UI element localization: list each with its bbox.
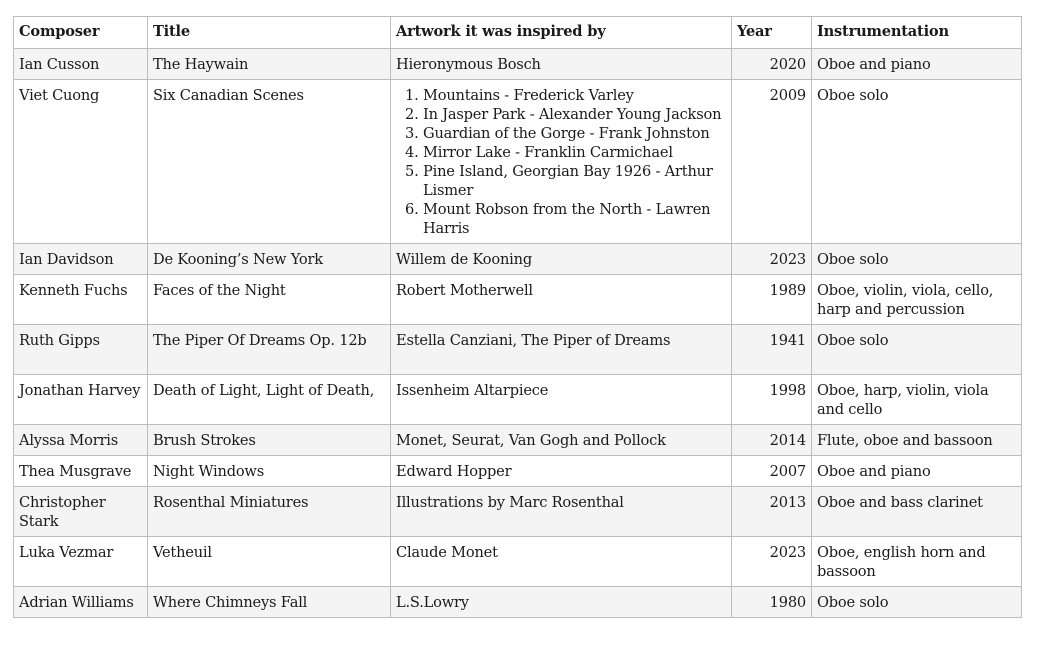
artwork-list-item: 2. In Jasper Park - Alexander Young Jackson	[423, 105, 726, 124]
cell-composer: Christopher Stark	[14, 487, 148, 537]
cell-instrumentation: Oboe and piano	[812, 49, 1022, 80]
works-table	[13, 16, 1022, 618]
cell-composer: Ruth Gipps	[14, 325, 148, 375]
artwork-list-item: 6. Mount Robson from the North - Lawren Harris	[423, 200, 726, 238]
cell-artwork: Willem de Kooning	[391, 244, 732, 275]
table-row	[14, 244, 1022, 275]
cell-title: Death of Light, Light of Death,	[148, 375, 391, 425]
cell-composer: Jonathan Harvey	[14, 375, 148, 425]
cell-composer: Viet Cuong	[14, 80, 148, 244]
cell-year: 2023	[732, 244, 812, 275]
cell-artwork: Illustrations by Marc Rosenthal	[391, 487, 732, 537]
cell-instrumentation: Oboe and bass clarinet	[812, 487, 1022, 537]
cell-title: The Piper Of Dreams Op. 12b	[148, 325, 391, 375]
header-row	[14, 17, 1022, 49]
cell-composer: Kenneth Fuchs	[14, 275, 148, 325]
cell-artwork: L.S.Lowry	[391, 587, 732, 618]
table-row	[14, 456, 1022, 487]
cell-artwork	[391, 80, 732, 244]
cell-artwork: Issenheim Altarpiece	[391, 375, 732, 425]
cell-year: 1998	[732, 375, 812, 425]
header-year: Year	[732, 17, 812, 49]
cell-composer: Ian Davidson	[14, 244, 148, 275]
table-row	[14, 49, 1022, 80]
cell-instrumentation: Flute, oboe and bassoon	[812, 425, 1022, 456]
cell-title: Night Windows	[148, 456, 391, 487]
artwork-list-item: 3. Guardian of the Gorge - Frank Johnston	[423, 124, 726, 143]
cell-artwork: Monet, Seurat, Van Gogh and Pollock	[391, 425, 732, 456]
cell-title: Faces of the Night	[148, 275, 391, 325]
cell-year: 2013	[732, 487, 812, 537]
cell-instrumentation: Oboe solo	[812, 244, 1022, 275]
cell-title: Vetheuil	[148, 537, 391, 587]
artwork-list-item: 5. Pine Island, Georgian Bay 1926 - Arthur Lismer	[423, 162, 726, 200]
cell-artwork: Claude Monet	[391, 537, 732, 587]
cell-year: 2007	[732, 456, 812, 487]
cell-composer: Alyssa Morris	[14, 425, 148, 456]
table-row	[14, 425, 1022, 456]
table-row	[14, 275, 1022, 325]
cell-year: 1980	[732, 587, 812, 618]
cell-instrumentation: Oboe solo	[812, 325, 1022, 375]
cell-title: De Kooning’s New York	[148, 244, 391, 275]
cell-instrumentation: Oboe, harp, violin, viola and cello	[812, 375, 1022, 425]
cell-year: 2023	[732, 537, 812, 587]
artwork-list	[396, 86, 726, 238]
cell-title: Brush Strokes	[148, 425, 391, 456]
cell-instrumentation: Oboe, violin, viola, cello, harp and percussion	[812, 275, 1022, 325]
cell-composer: Adrian Williams	[14, 587, 148, 618]
artwork-list-item: 1. Mountains - Frederick Varley	[423, 86, 726, 105]
cell-instrumentation: Oboe and piano	[812, 456, 1022, 487]
header-composer: Composer	[14, 17, 148, 49]
cell-title: Six Canadian Scenes	[148, 80, 391, 244]
cell-title: The Haywain	[148, 49, 391, 80]
cell-year: 1989	[732, 275, 812, 325]
header-artwork: Artwork it was inspired by	[391, 17, 732, 49]
cell-artwork: Hieronymous Bosch	[391, 49, 732, 80]
cell-artwork: Edward Hopper	[391, 456, 732, 487]
artwork-list-item: 4. Mirror Lake - Franklin Carmichael	[423, 143, 726, 162]
cell-year: 2020	[732, 49, 812, 80]
cell-instrumentation: Oboe, english horn and bassoon	[812, 537, 1022, 587]
header-title: Title	[148, 17, 391, 49]
cell-composer: Luka Vezmar	[14, 537, 148, 587]
cell-artwork: Robert Motherwell	[391, 275, 732, 325]
table-row	[14, 537, 1022, 587]
header-instrumentation: Instrumentation	[812, 17, 1022, 49]
cell-year: 2014	[732, 425, 812, 456]
cell-artwork: Estella Canziani, The Piper of Dreams	[391, 325, 732, 375]
table-row	[14, 587, 1022, 618]
cell-composer: Ian Cusson	[14, 49, 148, 80]
table-row	[14, 80, 1022, 244]
cell-instrumentation: Oboe solo	[812, 587, 1022, 618]
cell-year: 2009	[732, 80, 812, 244]
table-row	[14, 487, 1022, 537]
cell-instrumentation: Oboe solo	[812, 80, 1022, 244]
table-row	[14, 325, 1022, 375]
cell-year: 1941	[732, 325, 812, 375]
table-row	[14, 375, 1022, 425]
cell-composer: Thea Musgrave	[14, 456, 148, 487]
cell-title: Rosenthal Miniatures	[148, 487, 391, 537]
cell-title: Where Chimneys Fall	[148, 587, 391, 618]
